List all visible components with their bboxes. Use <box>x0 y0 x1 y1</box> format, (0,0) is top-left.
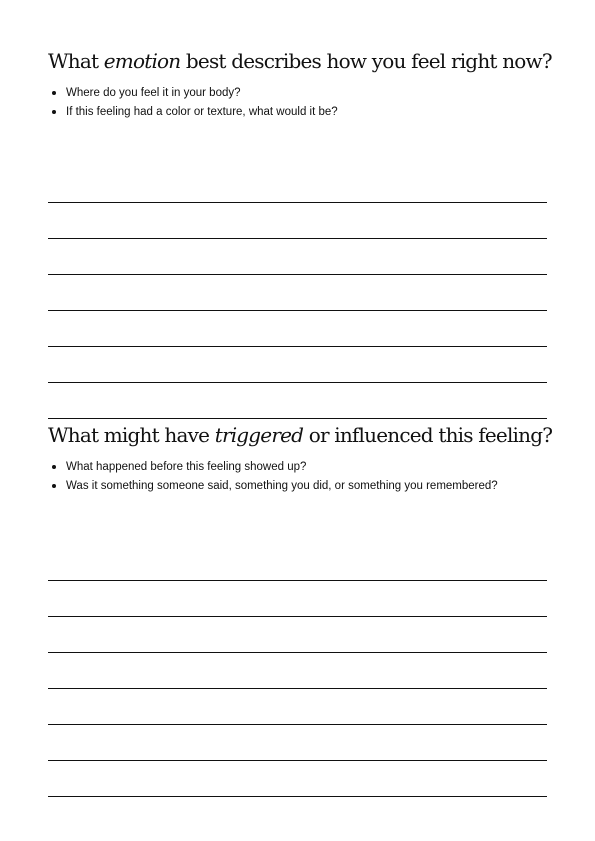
heading-emphasis: triggered <box>214 423 304 447</box>
prompt-item <box>48 477 547 496</box>
writing-line[interactable] <box>48 653 547 689</box>
prompt-item <box>48 84 547 103</box>
writing-line[interactable] <box>48 689 547 725</box>
bullet-icon <box>52 91 56 95</box>
writing-line[interactable] <box>48 725 547 761</box>
writing-line[interactable] <box>48 311 547 347</box>
writing-lines-trigger <box>48 545 547 797</box>
writing-line[interactable] <box>48 383 547 419</box>
prompt-text: Where do you feel it in your body? <box>66 87 241 99</box>
prompt-item <box>48 103 547 122</box>
writing-line[interactable] <box>48 167 547 203</box>
bullet-icon <box>52 110 56 114</box>
trigger-section <box>48 420 553 496</box>
trigger-question-heading <box>48 420 553 450</box>
writing-line[interactable] <box>48 761 547 797</box>
prompt-item <box>48 458 547 477</box>
writing-line[interactable] <box>48 617 547 653</box>
bullet-icon <box>52 484 56 488</box>
writing-line[interactable] <box>48 581 547 617</box>
writing-line[interactable] <box>48 545 547 581</box>
heading-text-before: What might have <box>48 423 215 447</box>
writing-line[interactable] <box>48 203 547 239</box>
writing-line[interactable] <box>48 239 547 275</box>
heading-text-after: or influenced this feeling? <box>303 423 553 447</box>
prompt-text: What happened before this feeling showed up? <box>66 461 307 473</box>
emotion-question-heading <box>48 46 552 76</box>
emotion-section <box>48 46 552 122</box>
heading-emphasis: emotion <box>103 49 181 73</box>
writing-line[interactable] <box>48 347 547 383</box>
emotion-prompt-list <box>48 84 547 122</box>
bullet-icon <box>52 465 56 469</box>
prompt-text: If this feeling had a color or texture, what would it be? <box>66 106 338 118</box>
trigger-prompt-list <box>48 458 547 496</box>
writing-line[interactable] <box>48 275 547 311</box>
heading-text-before: What <box>48 49 104 73</box>
prompt-text: Was it something someone said, something you did, or something you remembered? <box>66 480 498 492</box>
writing-lines-emotion <box>48 167 547 419</box>
heading-text-after: best describes how you feel right now? <box>180 49 552 73</box>
